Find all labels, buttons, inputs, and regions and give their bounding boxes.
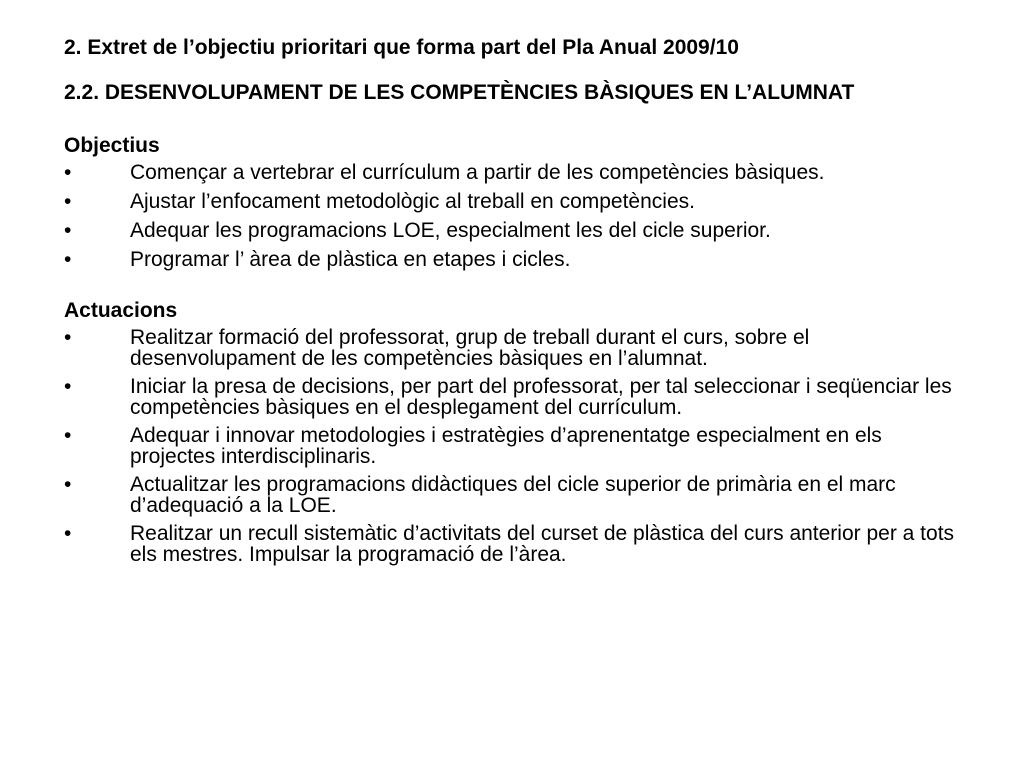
- objectius-list: [64, 162, 984, 270]
- bullet-icon: •: [64, 522, 72, 545]
- list-item: [64, 425, 984, 467]
- list-item-text: Iniciar la presa de decisions, per part del professorat, per tal seleccionar i seqüenciar les competències bàsiques en el desplegament del currículum.: [130, 375, 952, 419]
- bullet-icon: •: [64, 473, 72, 496]
- list-item-text: Adequar i innovar metodologies i estratègies d’aprenentatge especialment en els projectes interdisciplinaris.: [130, 424, 882, 468]
- list-item-text: Començar a vertebrar el currículum a partir de les competències bàsiques.: [130, 161, 825, 184]
- bullet-icon: •: [64, 219, 72, 242]
- list-item-text: Programar l’ àrea de plàstica en etapes i cicles.: [130, 248, 571, 271]
- bullet-icon: •: [64, 190, 72, 213]
- list-item-text: Realitzar formació del professorat, grup de treball durant el curs, sobre el desenvolupament de les competències bàsiques en l’alumnat.: [130, 326, 810, 370]
- actuacions-heading: Actuacions: [64, 299, 178, 322]
- section-subtitle: 2.2. DESENVOLUPAMENT DE LES COMPETÈNCIES BÀSIQUES EN L’ALUMNAT: [64, 81, 855, 104]
- bullet-icon: •: [64, 375, 72, 398]
- list-item: [64, 162, 984, 183]
- list-item: [64, 191, 984, 212]
- objectius-heading: Objectius: [64, 134, 160, 157]
- bullet-icon: •: [64, 248, 72, 271]
- list-item: [64, 327, 984, 369]
- bullet-icon: •: [64, 326, 72, 349]
- list-item: [64, 523, 984, 565]
- list-item: [64, 249, 984, 270]
- list-item-text: Ajustar l’enfocament metodològic al treball en competències.: [130, 190, 695, 213]
- bullet-icon: •: [64, 161, 72, 184]
- actuacions-list: [64, 327, 984, 565]
- list-item-text: Adequar les programacions LOE, especialment les del cicle superior.: [130, 219, 771, 242]
- bullet-icon: •: [64, 424, 72, 447]
- list-item-text: Realitzar un recull sistemàtic d’activitats del curset de plàstica del curs anterior per a tots els mestres. Impulsar la programació de l’àrea.: [130, 522, 955, 566]
- document-title: 2. Extret de l’objectiu prioritari que forma part del Pla Anual 2009/10: [64, 36, 739, 59]
- list-item: [64, 220, 984, 241]
- list-item-text: Actualitzar les programacions didàctiques del cicle superior de primària en el marc d’adequació a la LOE.: [130, 473, 896, 517]
- list-item: [64, 474, 984, 516]
- list-item: [64, 376, 984, 418]
- slide-content: [64, 36, 984, 572]
